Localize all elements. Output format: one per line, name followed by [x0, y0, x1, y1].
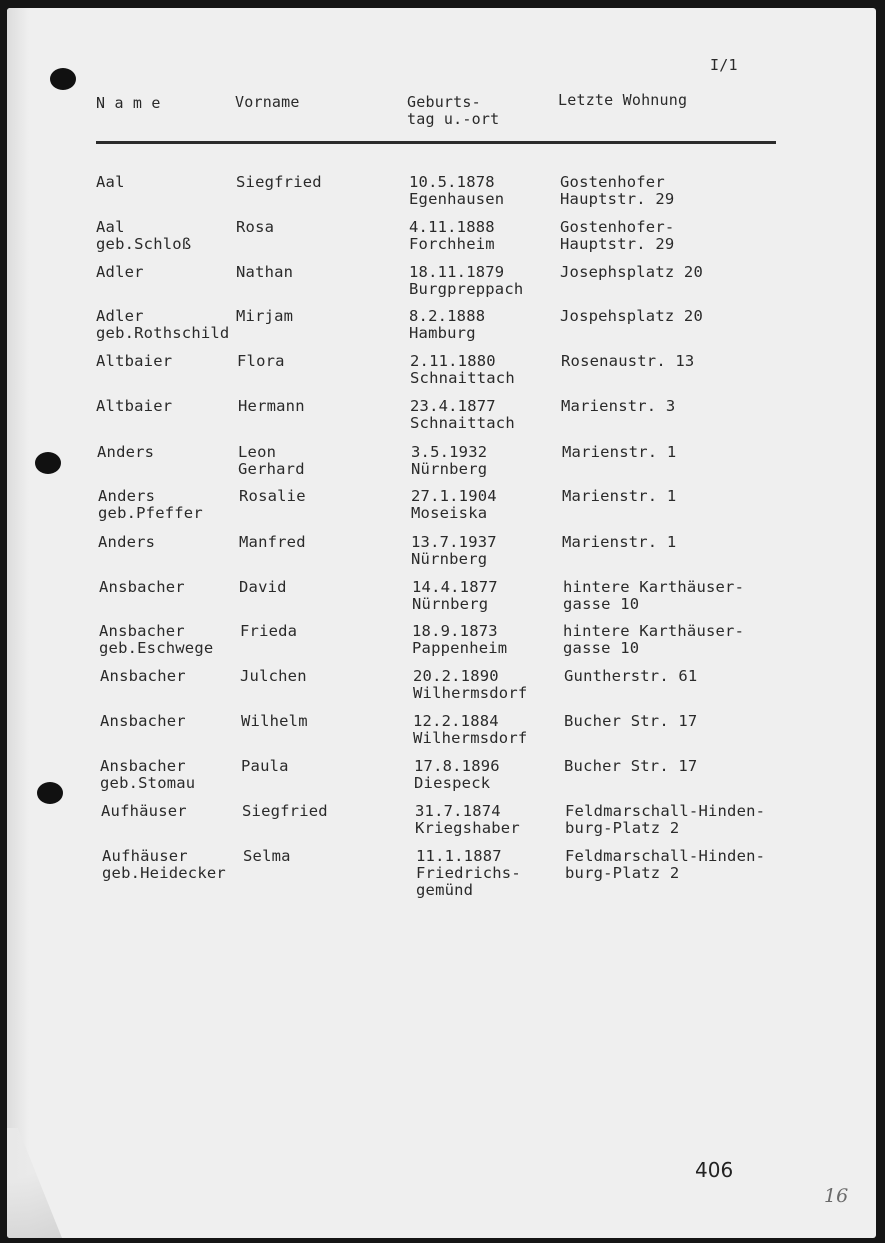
cell-name: Ansbacher — [100, 667, 186, 685]
cell-wohnung: Gostenhofer — [560, 173, 665, 191]
cell-geburt: 3.5.1932 — [411, 443, 488, 461]
cell-wohnung: Jospehsplatz 20 — [560, 307, 703, 325]
cell-vorname: Gerhard — [238, 460, 305, 478]
punch-hole-bottom — [37, 782, 63, 804]
document-page — [7, 8, 876, 1238]
cell-vorname: David — [239, 578, 287, 596]
cell-geburt: Nürnberg — [411, 550, 488, 568]
cell-wohnung: Hauptstr. 29 — [560, 235, 675, 253]
cell-geburt: 13.7.1937 — [411, 533, 497, 551]
cell-name: Anders — [98, 533, 156, 551]
cell-geburt: Pappenheim — [412, 639, 508, 657]
cell-name: Ansbacher — [100, 712, 186, 730]
cell-wohnung: Josephsplatz 20 — [560, 263, 703, 281]
cell-geburt: Schnaittach — [410, 369, 515, 387]
cell-name: Aufhäuser — [101, 802, 187, 820]
cell-name: Anders — [98, 487, 156, 505]
cell-name: Aufhäuser — [102, 847, 188, 865]
cell-name: Aal — [96, 173, 125, 191]
cell-name: Adler — [96, 263, 144, 281]
cell-geburt: Schnaittach — [410, 414, 515, 432]
cell-geburt: Forchheim — [409, 235, 495, 253]
sheet-id: I/1 — [710, 56, 738, 74]
cell-wohnung: burg-Platz 2 — [565, 819, 680, 837]
cell-geburt: Nürnberg — [412, 595, 489, 613]
cell-name: geb.Eschwege — [99, 639, 214, 657]
cell-geburt: Burgpreppach — [409, 280, 524, 298]
cell-vorname: Hermann — [238, 397, 305, 415]
cell-vorname: Leon — [238, 443, 277, 461]
cell-wohnung: hintere Karthäuser- — [563, 622, 745, 640]
cell-name: Ansbacher — [100, 757, 186, 775]
cell-geburt: 14.4.1877 — [412, 578, 498, 596]
cell-name: Adler — [96, 307, 144, 325]
cell-name: Ansbacher — [99, 578, 185, 596]
cell-wohnung: Feldmarschall-Hinden- — [565, 847, 766, 865]
cell-wohnung: Marienstr. 1 — [562, 533, 677, 551]
folded-corner — [7, 1128, 67, 1238]
cell-name: geb.Heidecker — [102, 864, 226, 882]
cell-name: Altbaier — [96, 352, 173, 370]
cell-wohnung: Marienstr. 3 — [561, 397, 676, 415]
cell-wohnung: Gostenhofer- — [560, 218, 675, 236]
cell-geburt: Wilhermsdorf — [413, 729, 528, 747]
cell-wohnung: gasse 10 — [563, 595, 640, 613]
cell-geburt: 20.2.1890 — [413, 667, 499, 685]
cell-geburt: 23.4.1877 — [410, 397, 496, 415]
cell-name: Aal — [96, 218, 125, 236]
cell-vorname: Manfred — [239, 533, 306, 551]
header-geburt-line2: tag u.-ort — [407, 110, 500, 128]
cell-geburt: Kriegshaber — [415, 819, 520, 837]
cell-name: Altbaier — [96, 397, 173, 415]
cell-wohnung: Guntherstr. 61 — [564, 667, 698, 685]
cell-geburt: 31.7.1874 — [415, 802, 501, 820]
cell-vorname: Rosa — [236, 218, 275, 236]
cell-wohnung: Bucher Str. 17 — [564, 712, 698, 730]
cell-vorname: Siegfried — [242, 802, 328, 820]
cell-wohnung: burg-Platz 2 — [565, 864, 680, 882]
cell-wohnung: hintere Karthäuser- — [563, 578, 745, 596]
cell-geburt: Egenhausen — [409, 190, 505, 208]
header-geburt-line1: Geburts- — [407, 93, 481, 111]
cell-geburt: gemünd — [416, 881, 474, 899]
cell-name: geb.Schloß — [96, 235, 192, 253]
cell-geburt: 17.8.1896 — [414, 757, 500, 775]
cell-geburt: Wilhermsdorf — [413, 684, 528, 702]
header-name: N a m e — [96, 94, 161, 112]
page-shadow — [7, 8, 29, 1238]
header-wohnung: Letzte Wohnung — [558, 91, 688, 109]
cell-geburt: 4.11.1888 — [409, 218, 495, 236]
cell-geburt: Nürnberg — [411, 460, 488, 478]
cell-geburt: 12.2.1884 — [413, 712, 499, 730]
cell-geburt: Friedrichs- — [416, 864, 521, 882]
cell-vorname: Wilhelm — [241, 712, 308, 730]
cell-geburt: Moseiska — [411, 504, 488, 522]
cell-geburt: Diespeck — [414, 774, 491, 792]
cell-name: geb.Pfeffer — [98, 504, 203, 522]
cell-geburt: 2.11.1880 — [410, 352, 496, 370]
punch-hole-top — [50, 68, 76, 90]
header-rule — [96, 141, 776, 144]
cell-wohnung: Bucher Str. 17 — [564, 757, 698, 775]
cell-vorname: Rosalie — [239, 487, 306, 505]
cell-wohnung: Marienstr. 1 — [562, 443, 677, 461]
cell-wohnung: Rosenaustr. 13 — [561, 352, 695, 370]
pencil-note: 16 — [824, 1185, 849, 1207]
cell-geburt: 18.11.1879 — [409, 263, 505, 281]
cell-geburt: Hamburg — [409, 324, 476, 342]
header-vorname: Vorname — [235, 93, 300, 111]
cell-vorname: Flora — [237, 352, 285, 370]
cell-name: Ansbacher — [99, 622, 185, 640]
cell-geburt: 8.2.1888 — [409, 307, 486, 325]
cell-geburt: 27.1.1904 — [411, 487, 497, 505]
cell-vorname: Julchen — [240, 667, 307, 685]
cell-wohnung: Marienstr. 1 — [562, 487, 677, 505]
cell-vorname: Nathan — [236, 263, 294, 281]
cell-name: geb.Rothschild — [96, 324, 230, 342]
cell-geburt: 10.5.1878 — [409, 173, 495, 191]
cell-name: geb.Stomau — [100, 774, 196, 792]
cell-vorname: Paula — [241, 757, 289, 775]
cell-geburt: 11.1.1887 — [416, 847, 502, 865]
cell-vorname: Siegfried — [236, 173, 322, 191]
page-number: 406 — [695, 1158, 734, 1182]
cell-wohnung: gasse 10 — [563, 639, 640, 657]
cell-wohnung: Hauptstr. 29 — [560, 190, 675, 208]
cell-vorname: Frieda — [240, 622, 298, 640]
cell-vorname: Mirjam — [236, 307, 294, 325]
cell-geburt: 18.9.1873 — [412, 622, 498, 640]
cell-vorname: Selma — [243, 847, 291, 865]
cell-name: Anders — [97, 443, 155, 461]
cell-wohnung: Feldmarschall-Hinden- — [565, 802, 766, 820]
punch-hole-middle — [35, 452, 61, 474]
